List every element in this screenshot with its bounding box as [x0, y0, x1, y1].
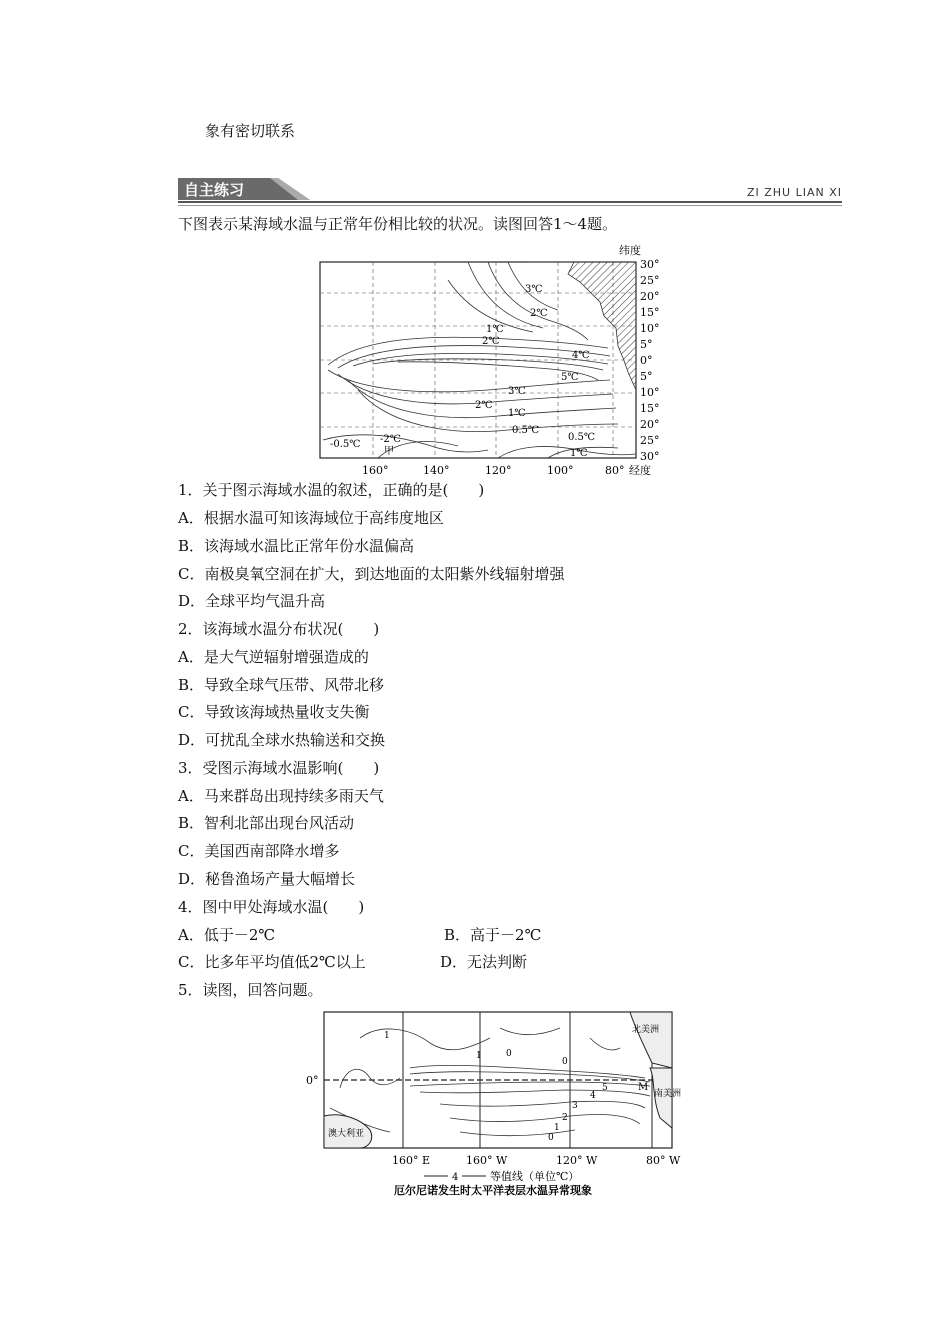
contour-label: 4℃	[572, 350, 590, 361]
region-label-australia: 澳大利亚	[328, 1129, 365, 1139]
equator-label: 0°	[306, 1074, 319, 1087]
legend-number: 4	[452, 1172, 459, 1183]
contour-label: 1℃	[508, 408, 526, 419]
lon-tick: 140°	[423, 464, 450, 477]
contour-number: 5	[602, 1083, 608, 1093]
contour-label: 2℃	[475, 400, 493, 411]
question-3-option-d: D．秘鲁渔场产量大幅增长	[178, 870, 356, 888]
lat-tick: 5°	[640, 338, 653, 351]
question-4-option-b: B．高于－2℃	[444, 926, 542, 944]
lon-tick: 120° W	[556, 1154, 598, 1167]
section-title: 自主练习	[184, 181, 245, 199]
lon-tick: 160° E	[392, 1154, 431, 1167]
lat-tick: 30°	[640, 450, 660, 463]
contour-number: 0	[562, 1057, 568, 1067]
contour-label: -2℃	[380, 434, 401, 445]
question-1-option-c: C．南极臭氧空洞在扩大，到达地面的太阳紫外线辐射增强	[178, 565, 565, 583]
lat-tick: 20°	[640, 418, 660, 431]
lat-tick: 25°	[640, 434, 660, 447]
lat-tick: 15°	[640, 402, 660, 415]
lon-tick: 160° W	[466, 1154, 508, 1167]
intro-text: 下图表示某海域水温与正常年份相比较的状况。读图回答1～4题。	[178, 215, 618, 233]
lat-tick: 15°	[640, 306, 660, 319]
legend	[424, 1169, 579, 1183]
contour-number: 4	[590, 1091, 596, 1101]
lat-tick: 20°	[640, 290, 660, 303]
question-2-option-b: B．导致全球气压带、风带北移	[178, 676, 385, 694]
question-2-option-d: D．可扰乱全球水热输送和交换	[178, 731, 386, 749]
contour-label: 2℃	[530, 308, 548, 319]
contour-number: 1	[476, 1051, 482, 1061]
lat-tick: 10°	[640, 386, 660, 399]
question-4-option-d: D．无法判断	[440, 953, 528, 971]
section-pinyin: ZI ZHU LIAN XI	[746, 186, 842, 199]
question-1-stem: 1．关于图示海域水温的叙述，正确的是( )	[178, 481, 485, 499]
legend-text: 等值线（单位℃）	[490, 1170, 580, 1183]
lat-tick: 0°	[640, 354, 653, 367]
contour-label: 2℃	[482, 336, 500, 347]
question-2-option-a: A．是大气逆辐射增强造成的	[178, 648, 369, 666]
banner-rule-thin	[178, 205, 842, 206]
contour-number: 0	[506, 1049, 512, 1059]
question-3-option-a: A．马来群岛出现持续多雨天气	[178, 787, 384, 805]
question-1-option-d: D．全球平均气温升高	[178, 592, 326, 610]
lat-tick: 25°	[640, 274, 660, 287]
contour-label: 5℃	[561, 372, 579, 383]
question-1-option-b: B．该海域水温比正常年份水温偏高	[178, 537, 415, 555]
lon-tick: 80°	[605, 464, 625, 477]
lon-tick: 100°	[547, 464, 574, 477]
question-2-option-c: C．导致该海域热量收支失衡	[178, 703, 370, 721]
lon-tick: 120°	[485, 464, 512, 477]
lat-tick: 30°	[640, 258, 660, 271]
contour-label: 0.5℃	[568, 432, 596, 443]
lon-axis-title: 经度	[629, 464, 651, 477]
el-nino-sst-map	[300, 1008, 690, 1200]
lat-axis-title: 纬度	[619, 244, 641, 257]
question-3-option-c: C．美国西南部降水增多	[178, 842, 340, 860]
question-3-option-b: B．智利北部出现台风活动	[178, 814, 355, 832]
contour-label: 1℃	[570, 448, 588, 459]
figure-caption: 厄尔尼诺发生时太平洋表层水温异常现象	[394, 1184, 592, 1197]
question-4-stem: 4．图中甲处海域水温( )	[178, 898, 365, 916]
lon-tick: 80° W	[646, 1154, 681, 1167]
question-4-option-a: A．低于－2℃	[178, 926, 276, 944]
lat-tick: 5°	[640, 370, 653, 383]
question-5-stem: 5．读图，回答问题。	[178, 981, 323, 999]
section-banner	[178, 178, 310, 200]
banner-rule	[178, 201, 842, 203]
contour-label: 3℃	[525, 284, 543, 295]
contour-label: -0.5℃	[330, 439, 361, 450]
contour-label: 1℃	[486, 324, 504, 335]
point-jia-label: 甲	[384, 446, 394, 457]
contour-number: 3	[572, 1101, 578, 1111]
point-m-label: M	[638, 1082, 649, 1093]
continued-text: 象有密切联系	[205, 122, 296, 140]
question-4-option-c: C．比多年平均值低2℃以上	[178, 953, 366, 971]
question-2-stem: 2．该海域水温分布状况( )	[178, 620, 380, 638]
question-3-stem: 3．受图示海域水温影响( )	[178, 759, 380, 777]
contour-label: 3℃	[508, 386, 526, 397]
question-1-option-a: A．根据水温可知该海域位于高纬度地区	[178, 509, 444, 527]
contour-label: 0.5℃	[512, 425, 540, 436]
region-label-north-america: 北美洲	[632, 1025, 660, 1035]
contour-number: 1	[384, 1031, 390, 1041]
lat-tick: 10°	[640, 322, 660, 335]
contour-number: 2	[562, 1113, 568, 1123]
sst-anomaly-map	[318, 240, 663, 480]
region-label-south-america: 南美洲	[654, 1089, 682, 1099]
contour-number: 0	[548, 1133, 554, 1143]
lon-tick: 160°	[362, 464, 389, 477]
contour-number: 1	[554, 1123, 560, 1133]
